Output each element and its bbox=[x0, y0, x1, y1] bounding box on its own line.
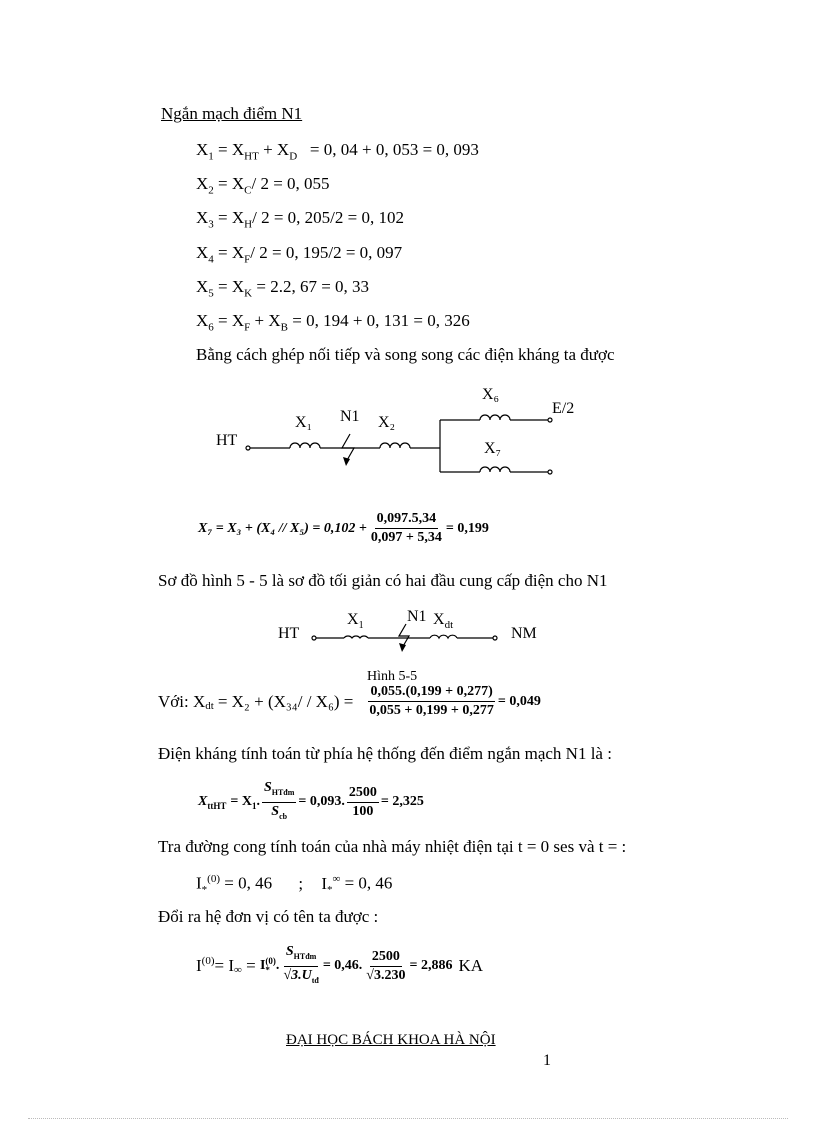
circuit1-x6-label: X₆ bbox=[482, 386, 500, 403]
circuit1-x1-label: X₁ bbox=[295, 414, 313, 431]
page-number: 1 bbox=[543, 1052, 551, 1069]
paragraph-reactance: Điện kháng tính toán từ phía hệ thống đến điểm ngắn mạch N1 là : bbox=[158, 744, 612, 763]
circuit1-n1-label: N1 bbox=[340, 408, 360, 425]
equation-x2: $X_2 = X_C/$ 2 = 0, 055 bbox=[196, 174, 330, 197]
equation-x5: $X_5 = X_K = 2.2$, 67 = 0, 33 bbox=[196, 277, 370, 300]
equation-x7: X₇ = X₃ + (X₄ // X₅) = 0,102 + $\frac{0,097.5,34}{0,097 + 5,34}$ = 0,199 bbox=[198, 511, 489, 545]
circuit2-xdt-label: $X_{dt}$ bbox=[433, 611, 454, 632]
circuit-diagram-1 bbox=[210, 380, 590, 490]
equation-current: I $^{(0)}$ = I $_\infty$ = I (0) * . $\frac{S_{HTđm}}{√3.U_{tđ}}$ = 0,46. $\frac{2500}{√3.230}$ = 2,886 KA bbox=[196, 944, 484, 985]
page-bottom-divider bbox=[28, 1118, 788, 1119]
circuit2-n1-label: N1 bbox=[407, 608, 427, 625]
equation-x4: $X_4 = X_F/$ 2 = 0, 195/2 = 0, 097 bbox=[196, 243, 403, 266]
paragraph-convert: Đổi ra hệ đơn vị có tên ta được : bbox=[158, 907, 379, 926]
circuit2-nm-label: NM bbox=[511, 625, 537, 642]
section-heading: Ngắn mạch điểm N1 bbox=[161, 104, 303, 123]
equation-x3: $X_3 = X_H/$ 2 = 0, 205/2 = 0, 102 bbox=[196, 208, 404, 231]
equation-x6: $X_6 = X_F + X_B = 0$, 194 + 0, 131 = 0, 326 bbox=[196, 311, 470, 334]
circuit2-x1-label: $X_1$ bbox=[347, 611, 364, 632]
paragraph-curve: Tra đường cong tính toán của nhà máy nhiệt điện tại t = 0 ses và t = : bbox=[158, 837, 627, 856]
circuit1-x7-label: X₇ bbox=[484, 440, 502, 457]
equation-xdt: Với: X $_{dt}$ = X₂ + (X₃₄/ / X₆) = $\frac{0,055.(0,199 + 0,277)}{0,055 + 0,199 + 0,277}$ = 0,049 bbox=[158, 684, 541, 718]
current-values: $I_*^{(0)} = 0$, 46 ; $I_*^\infty = 0$, 46 bbox=[196, 873, 393, 897]
equation-x1: $X_1 = X_{HT} + X_D = 0$, 04 + 0, 053 = 0, 093 bbox=[196, 140, 479, 163]
figure-caption: Hình 5-5 bbox=[367, 669, 418, 684]
circuit1-e2-label: E/2 bbox=[552, 400, 575, 417]
paragraph-simplified: Sơ đồ hình 5 - 5 là sơ đồ tối giản có hai đầu cung cấp điện cho N1 bbox=[158, 571, 608, 590]
circuit2-ht-label: HT bbox=[278, 625, 300, 642]
paragraph-combine: Bằng cách ghép nối tiếp và song song các điện kháng ta được bbox=[196, 345, 615, 364]
circuit1-x2-label: X₂ bbox=[378, 414, 396, 431]
circuit1-ht-label: HT bbox=[216, 432, 238, 449]
footer-university: ĐẠI HỌC BÁCH KHOA HÀ NỘI bbox=[286, 1032, 496, 1048]
equation-xtt: X $_{ttHT}$ = X $_1$ . $\frac{S_{HTđm}}{S_{cb}}$ = 0,093. $\frac{2500}{100}$ = 2,325 bbox=[198, 780, 424, 821]
